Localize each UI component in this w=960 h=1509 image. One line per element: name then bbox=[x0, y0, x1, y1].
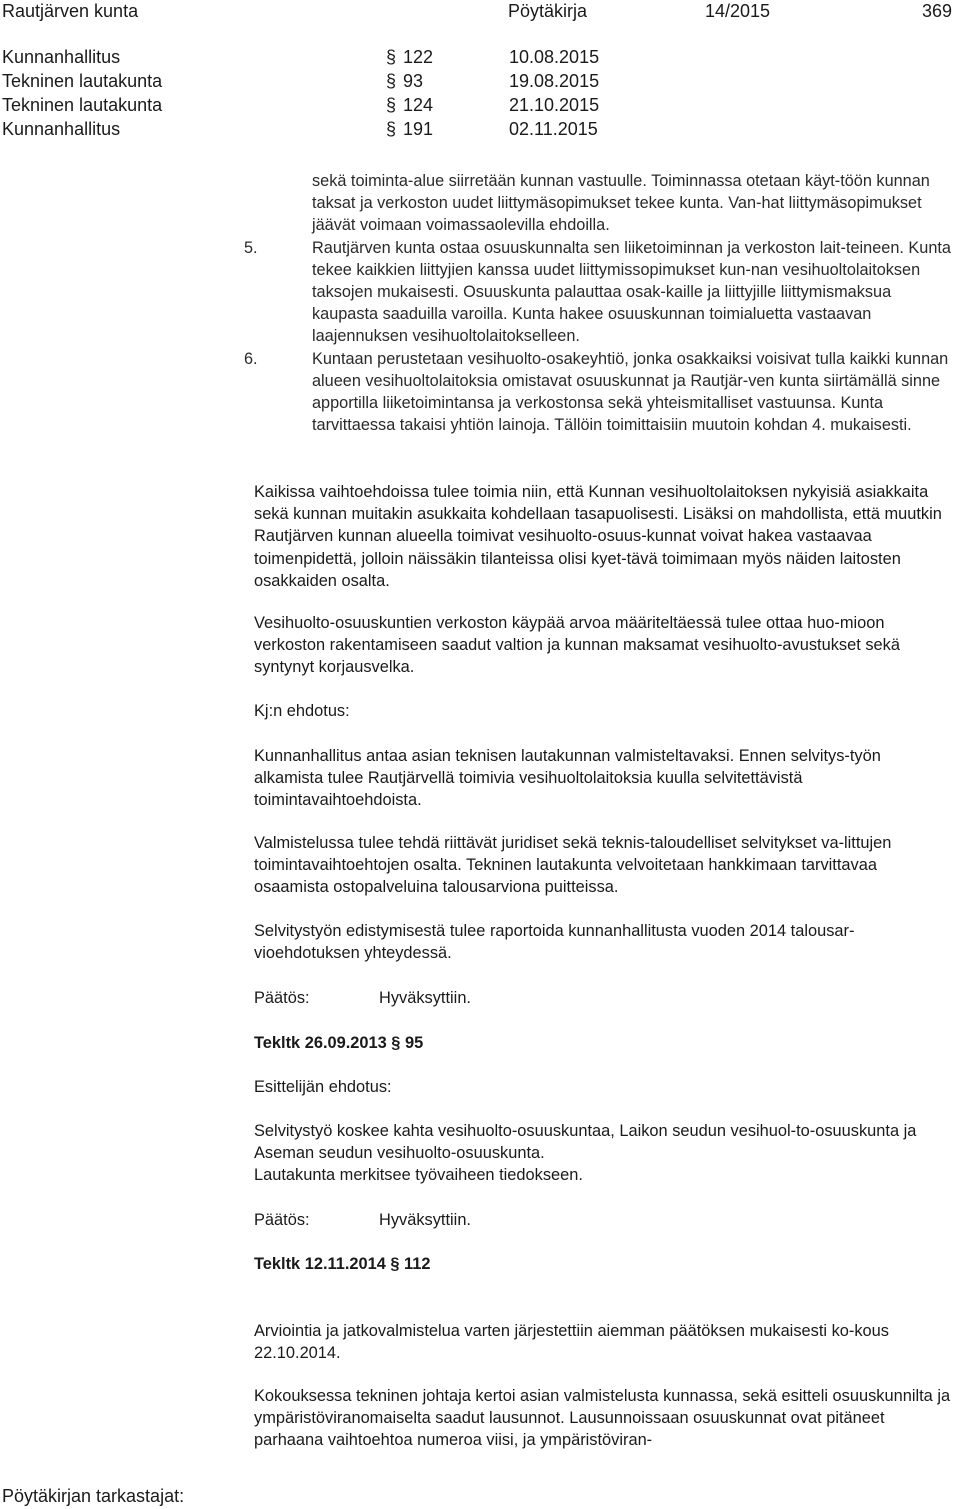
reference-row bbox=[0, 45, 960, 69]
reference-section: 124 bbox=[403, 95, 434, 115]
body-paragraph: Selvitystyö koskee kahta vesihuolto-osuuskuntaa, Laikon seudun vesihuol-to-osuuskunta ja Aseman seudun vesihuolto-osuuskunta. bbox=[254, 1122, 917, 1163]
body-paragraph: Kunnanhallitus antaa asian teknisen lautakunnan valmisteltavaksi. Ennen selvitys-työn alkamista tulee Rautjärvellä toimivia vesihuoltolaitoksia kuulla selvitettävistä toimintavaihtoehdoista. bbox=[254, 747, 881, 810]
decision-value: Hyväksyttiin. bbox=[379, 989, 471, 1007]
paragraph-valuation bbox=[254, 612, 954, 679]
reference-date: 10.08.2015 bbox=[509, 47, 600, 67]
decision-1 bbox=[254, 987, 954, 1009]
reference-body: Tekninen lautakunta bbox=[2, 95, 163, 115]
reference-section: 191 bbox=[403, 119, 434, 139]
proposal-heading: Kj:n ehdotus: bbox=[254, 702, 350, 720]
reference-body: Kunnanhallitus bbox=[2, 47, 121, 67]
section-symbol: § bbox=[386, 71, 397, 91]
reference-section: 122 bbox=[403, 47, 434, 67]
meeting-heading-2 bbox=[254, 1253, 954, 1275]
minutes-number: 14/2015 bbox=[705, 1, 771, 21]
reference-body: Tekninen lautakunta bbox=[2, 71, 163, 91]
page-header bbox=[0, 0, 960, 22]
body-paragraph: Valmistelussa tulee tehdä riittävät juridiset sekä teknis-taloudelliset selvitykset va-littujen toimintavaihtoehtojen osalta. Tekninen lautakunta velvoitetaan hankkimaan tarvittavaa osaamista ostopalveluina talousarviona puitteissa. bbox=[254, 834, 892, 897]
paragraph-study-scope bbox=[254, 1120, 954, 1187]
meeting-references bbox=[0, 45, 960, 141]
body-paragraph: Selvitystyön edistymisestä tulee raportoida kunnanhallitusta vuoden 2014 talousar-vioehdotuksen yhteydessä. bbox=[254, 922, 855, 963]
meeting-reference: Tekltk 26.09.2013 § 95 bbox=[254, 1034, 424, 1052]
list-item-text: Kuntaan perustetaan vesihuolto-osakeyhtiö, jonka osakkaiksi voisivat tulla kaikki kunnan alueen vesihuoltolaitoksia omistavat osuuskunnat ja Rautjär-ven kunta siirtämällä sinne apportilla liiketoimintansa ja verkostonsa sekä yhteismitalliset vastuunsa. Kunta tarvittaessa takaisi yhtiön lainoja. Tällöin toimittaisiin muutoin kohdan 4. mukaisesti. bbox=[312, 349, 949, 435]
paragraph-meeting-report bbox=[254, 1385, 954, 1452]
decision-2 bbox=[254, 1209, 954, 1231]
signers-label: Pöytäkirjan tarkastajat: bbox=[2, 1486, 185, 1506]
reference-row bbox=[0, 93, 960, 117]
list-item-number: 6. bbox=[244, 349, 258, 368]
decision-value: Hyväksyttiin. bbox=[379, 1211, 471, 1229]
presenter-label bbox=[254, 1076, 954, 1098]
section-symbol: § bbox=[386, 119, 397, 139]
paragraph-requirements bbox=[254, 481, 954, 592]
decision-label: Päätös: bbox=[254, 989, 310, 1007]
section-symbol: § bbox=[386, 47, 397, 67]
reference-date: 21.10.2015 bbox=[509, 95, 600, 115]
list-item-text: Rautjärven kunta ostaa osuuskunnalta sen liiketoiminnan ja verkoston lait-teineen. Kunta tekee kaikkien liittyjien kanssa uudet liittymissopimukset kun-nan vesihuoltolaitoksen taksojen mukaisesti. Osuuskunta palauttaa osak-kaille ja liittyjille liittymismaksua kaupasta saaduilla varoilla. Kunta hakee osuuskunnan toimialuetta vastaavan laajennuksen vesihuoltolaitokselleen. bbox=[312, 238, 951, 346]
body-paragraph: Vesihuolto-osuuskuntien verkoston käypää arvoa määriteltäessä tulee ottaa huo-mioon verkoston rakentamiseen saadut valtion ja kunnan maksamat vesihuolto-avustukset sekä syntynyt korjausvelka. bbox=[254, 614, 900, 677]
reference-date: 02.11.2015 bbox=[509, 119, 598, 139]
reference-date: 19.08.2015 bbox=[509, 71, 600, 91]
paragraph-reporting bbox=[254, 920, 954, 964]
body-paragraph: Kokouksessa tekninen johtaja kertoi asian valmistelusta kunnassa, sekä esitteli osuuskunnilta ja ympäristöviranomaiselta saadut lausunnot. Lausunnoissaan osuuskunnat ovat pitäneet parhaana vaihtoehtoa numeroa viisi, ja ympäristöviran- bbox=[254, 1387, 951, 1450]
proposal-label bbox=[254, 700, 954, 722]
meeting-heading-1 bbox=[254, 1032, 954, 1054]
body-paragraph: Arviointia ja jatkovalmistelua varten järjestettiin aiemman päätöksen mukaisesti ko-kous 22.10.2014. bbox=[254, 1322, 889, 1363]
reference-section: 93 bbox=[403, 71, 424, 91]
section-symbol: § bbox=[386, 95, 397, 115]
body-paragraph: Lautakunta merkitsee työvaiheen tiedokseen. bbox=[254, 1166, 583, 1185]
reference-row bbox=[0, 69, 960, 93]
presenter-proposal-heading: Esittelijän ehdotus: bbox=[254, 1078, 392, 1096]
list-item bbox=[244, 348, 958, 437]
paragraph-assessment bbox=[254, 1320, 954, 1364]
paragraph-proposal bbox=[254, 745, 954, 812]
organization-name: Rautjärven kunta bbox=[2, 1, 139, 21]
reference-row bbox=[0, 117, 960, 141]
list-item-number: 5. bbox=[244, 238, 258, 257]
document-type: Pöytäkirja bbox=[508, 1, 588, 21]
body-paragraph: Kaikissa vaihtoehdoissa tulee toimia niin, että Kunnan vesihuoltolaitoksen nykyisiä asiakkaita sekä kunnan muitakin asukkaita kohdellaan tasapuolisesti. Lisäksi on mahdollista, että muutkin Rautjärven kunnan alueella toimivat vesihuolto-osuus-kunnat voivat hakea vastaavaa toimenpidettä, jolloin näissäkin tilanteissa olisi kyet-tävä toimimaan myös näiden laitosten osakkaiden osalta. bbox=[254, 483, 942, 590]
list-item-continuation: sekä toiminta-alue siirretään kunnan vastuulle. Toiminnassa otetaan käyt-töön kunnan taksat ja verkoston uudet liittymäsopimukset tekee kunta. Van-hat liittymäsopimukset jäävät voimaan voimassaolevilla ehdoilla. bbox=[312, 172, 930, 235]
meeting-reference: Tekltk 12.11.2014 § 112 bbox=[254, 1255, 431, 1273]
alternatives-list bbox=[244, 170, 958, 436]
decision-label: Päätös: bbox=[254, 1211, 310, 1229]
reference-body: Kunnanhallitus bbox=[2, 119, 121, 139]
list-item bbox=[244, 237, 958, 348]
page-number: 369 bbox=[922, 1, 953, 21]
paragraph-preparation bbox=[254, 832, 954, 899]
